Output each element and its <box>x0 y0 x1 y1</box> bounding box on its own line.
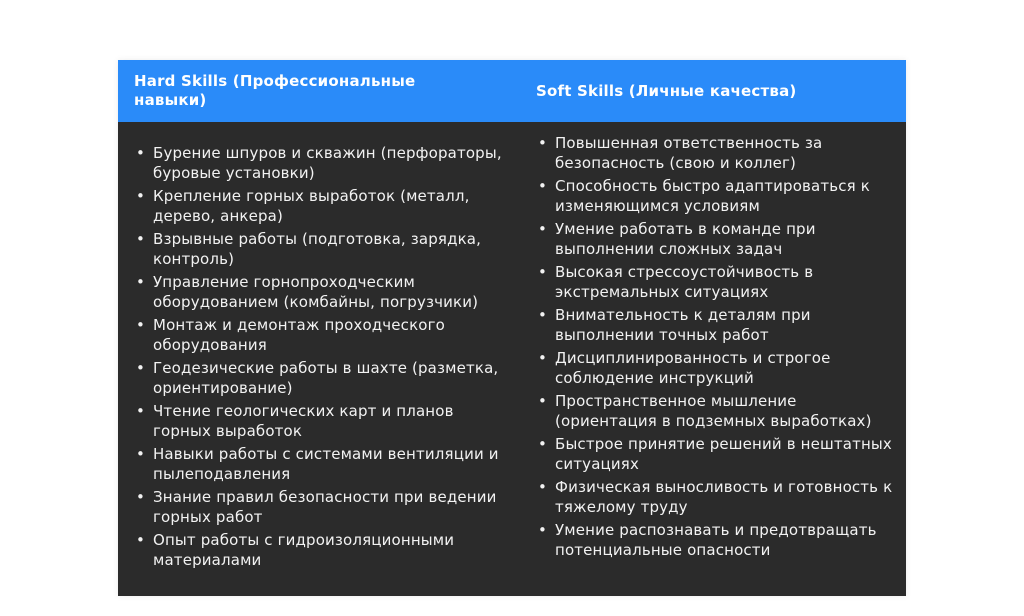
hard-skill-text: Геодезические работы в шахте (разметка, ориентирование) <box>153 359 499 397</box>
list-item <box>536 220 896 259</box>
soft-skill-text: Повышенная ответственность за безопасность (свою и коллег) <box>555 134 823 172</box>
soft-skill-text: Быстрое принятие решений в нештатных ситуациях <box>555 435 892 473</box>
hard-skill-text: Навыки работы с системами вентиляции и пылеподавления <box>153 445 499 483</box>
hard-skill-text: Взрывные работы (подготовка, зарядка, контроль) <box>153 230 482 268</box>
bullet-icon: • <box>538 392 547 410</box>
bullet-icon: • <box>136 273 145 291</box>
bullet-icon: • <box>136 402 145 420</box>
soft-skill-text: Пространственное мышление (ориентация в подземных выработках) <box>555 392 872 430</box>
bullet-icon: • <box>136 187 145 205</box>
header-hard-skills: Hard Skills (Профессиональные навыки) <box>134 72 416 109</box>
bullet-icon: • <box>538 349 547 367</box>
hard-skill-text: Управление горнопроходческим оборудованием (комбайны, погрузчики) <box>153 273 479 311</box>
bullet-icon: • <box>538 177 547 195</box>
bullet-icon: • <box>538 263 547 281</box>
bullet-icon: • <box>136 316 145 334</box>
hard-skill-text: Опыт работы с гидроизоляционными материалами <box>153 531 455 569</box>
skills-table <box>118 60 906 596</box>
list-item <box>134 402 514 441</box>
bullet-icon: • <box>136 445 145 463</box>
soft-skill-text: Внимательность к деталям при выполнении точных работ <box>555 306 811 344</box>
list-item <box>536 306 896 345</box>
list-item <box>134 144 514 183</box>
soft-skill-text: Умение распознавать и предотвращать потенциальные опасности <box>555 521 877 559</box>
soft-skill-text: Высокая стрессоустойчивость в экстремальных ситуациях <box>555 263 814 301</box>
list-item <box>536 177 896 216</box>
bullet-icon: • <box>136 531 145 549</box>
soft-skills-list <box>536 134 896 564</box>
list-item <box>536 392 896 431</box>
list-item <box>134 359 514 398</box>
list-item <box>536 521 896 560</box>
list-item <box>536 435 896 474</box>
bullet-icon: • <box>538 478 547 496</box>
list-item <box>134 488 514 527</box>
soft-skill-text: Способность быстро адаптироваться к изменяющимся условиям <box>555 177 870 215</box>
bullet-icon: • <box>538 220 547 238</box>
list-item <box>134 187 514 226</box>
hard-skill-text: Крепление горных выработок (металл, дерево, анкера) <box>153 187 470 225</box>
bullet-icon: • <box>136 144 145 162</box>
bullet-icon: • <box>136 230 145 248</box>
hard-skill-text: Монтаж и демонтаж проходческого оборудования <box>153 316 445 354</box>
soft-skill-text: Физическая выносливость и готовность к тяжелому труду <box>555 478 893 516</box>
table-header <box>118 60 906 122</box>
list-item <box>134 230 514 269</box>
bullet-icon: • <box>136 488 145 506</box>
bullet-icon: • <box>538 435 547 453</box>
header-soft-skills: Soft Skills (Личные качества) <box>536 81 797 100</box>
list-item <box>536 349 896 388</box>
hard-skill-text: Знание правил безопасности при ведении горных работ <box>153 488 497 526</box>
list-item <box>134 273 514 312</box>
soft-skill-text: Дисциплинированность и строгое соблюдение инструкций <box>555 349 831 387</box>
bullet-icon: • <box>136 359 145 377</box>
list-item <box>536 134 896 173</box>
list-item <box>536 478 896 517</box>
bullet-icon: • <box>538 134 547 152</box>
list-item <box>134 316 514 355</box>
bullet-icon: • <box>538 521 547 539</box>
hard-skill-text: Бурение шпуров и скважин (перфораторы, буровые установки) <box>153 144 502 182</box>
bullet-icon: • <box>538 306 547 324</box>
list-item <box>134 445 514 484</box>
hard-skills-list <box>134 144 514 574</box>
hard-skill-text: Чтение геологических карт и планов горных выработок <box>153 402 454 440</box>
soft-skill-text: Умение работать в команде при выполнении сложных задач <box>555 220 816 258</box>
list-item <box>134 531 514 570</box>
list-item <box>536 263 896 302</box>
